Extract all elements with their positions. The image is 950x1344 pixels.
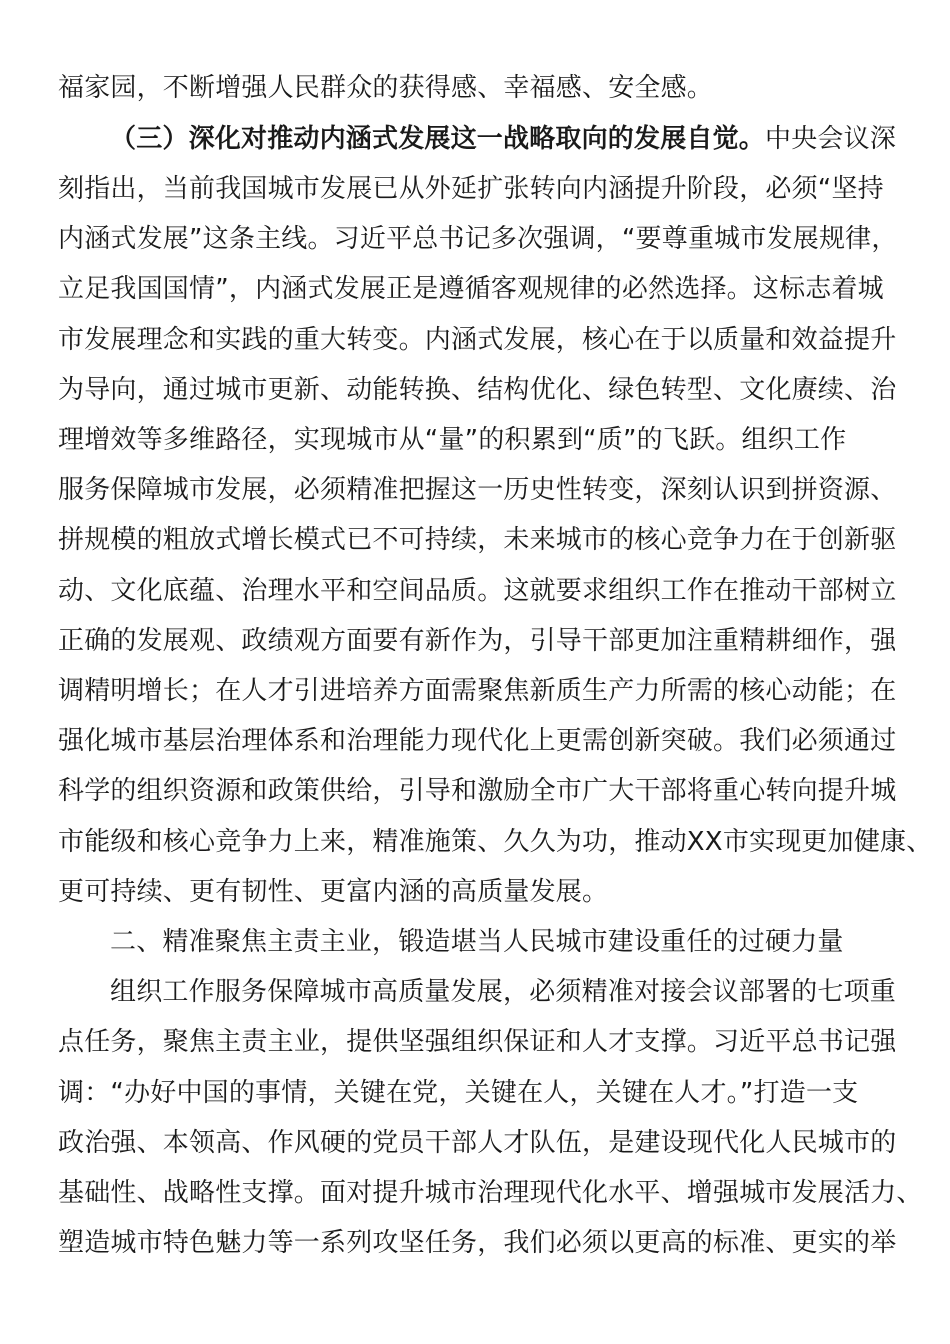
paragraph-line: 正确的发展观、政绩观方面要有新作为，引导干部更加注重精耕细作，强	[58, 626, 897, 656]
paragraph-line: 塑造城市特色魅力等一系列攻坚任务，我们必须以更高的标准、更实的举	[58, 1228, 897, 1258]
paragraph-line: 组织工作服务保障城市高质量发展，必须精准对接会议部署的七项重	[110, 977, 897, 1007]
section-heading: 二、精准聚焦主责主业，锻造堪当人民城市建设重任的过硬力量	[110, 927, 844, 957]
paragraph-line: 拼规模的粗放式增长模式已不可持续，未来城市的核心竞争力在于创新驱	[58, 525, 897, 555]
paragraph-line: 内涵式发展”这条主线。习近平总书记多次强调，“要尊重城市发展规律，	[58, 224, 898, 254]
paragraph-line: 点任务，聚焦主责主业，提供坚强组织保证和人才支撑。习近平总书记强	[58, 1027, 897, 1057]
paragraph-line: 基础性、战略性支撑。面对提升城市治理现代化水平、增强城市发展活力、	[58, 1178, 923, 1208]
paragraph-line: 刻指出，当前我国城市发展已从外延扩张转向内涵提升阶段，必须“坚持	[58, 174, 884, 204]
subheading-bold: （三）深化对推动内涵式发展这一战略取向的发展自觉。	[110, 124, 766, 154]
paragraph-line: 理增效等多维路径，实现城市从“量”的积累到“质”的飞跃。组织工作	[58, 425, 847, 455]
subheading-line	[110, 119, 910, 159]
paragraph-line: 调精明增长；在人才引进培养方面需聚焦新质生产力所需的核心动能；在	[58, 676, 897, 706]
paragraph-line: 立足我国国情”，内涵式发展正是遵循客观规律的必然选择。这标志着城	[58, 274, 884, 304]
subheading-rest: 中央会议深	[765, 124, 897, 154]
paragraph-line: 科学的组织资源和政策供给，引导和激励全市广大干部将重心转向提升城	[58, 776, 897, 806]
paragraph-line: 为导向，通过城市更新、动能转换、结构优化、绿色转型、文化赓续、治	[58, 375, 897, 405]
paragraph-line: 更可持续、更有韧性、更富内涵的高质量发展。	[58, 877, 609, 907]
paragraph-line: 政治强、本领高、作风硬的党员干部人才队伍，是建设现代化人民城市的	[58, 1128, 897, 1158]
paragraph-line: 市发展理念和实践的重大转变。内涵式发展，核心在于以质量和效益提升	[58, 325, 897, 355]
paragraph-line: 福家园，不断增强人民群众的获得感、幸福感、安全感。	[58, 73, 714, 103]
paragraph-line: 调：“办好中国的事情，关键在党，关键在人，关键在人才。”打造一支	[58, 1078, 859, 1108]
paragraph-line: 服务保障城市发展，必须精准把握这一历史性转变，深刻认识到拼资源、	[58, 475, 897, 505]
paragraph-line: 动、文化底蕴、治理水平和空间品质。这就要求组织工作在推动干部树立	[58, 576, 897, 606]
paragraph-line: 强化城市基层治理体系和治理能力现代化上更需创新突破。我们必须通过	[58, 726, 897, 756]
paragraph-line: 市能级和核心竞争力上来，精准施策、久久为功，推动XX市实现更加健康、	[58, 827, 933, 857]
